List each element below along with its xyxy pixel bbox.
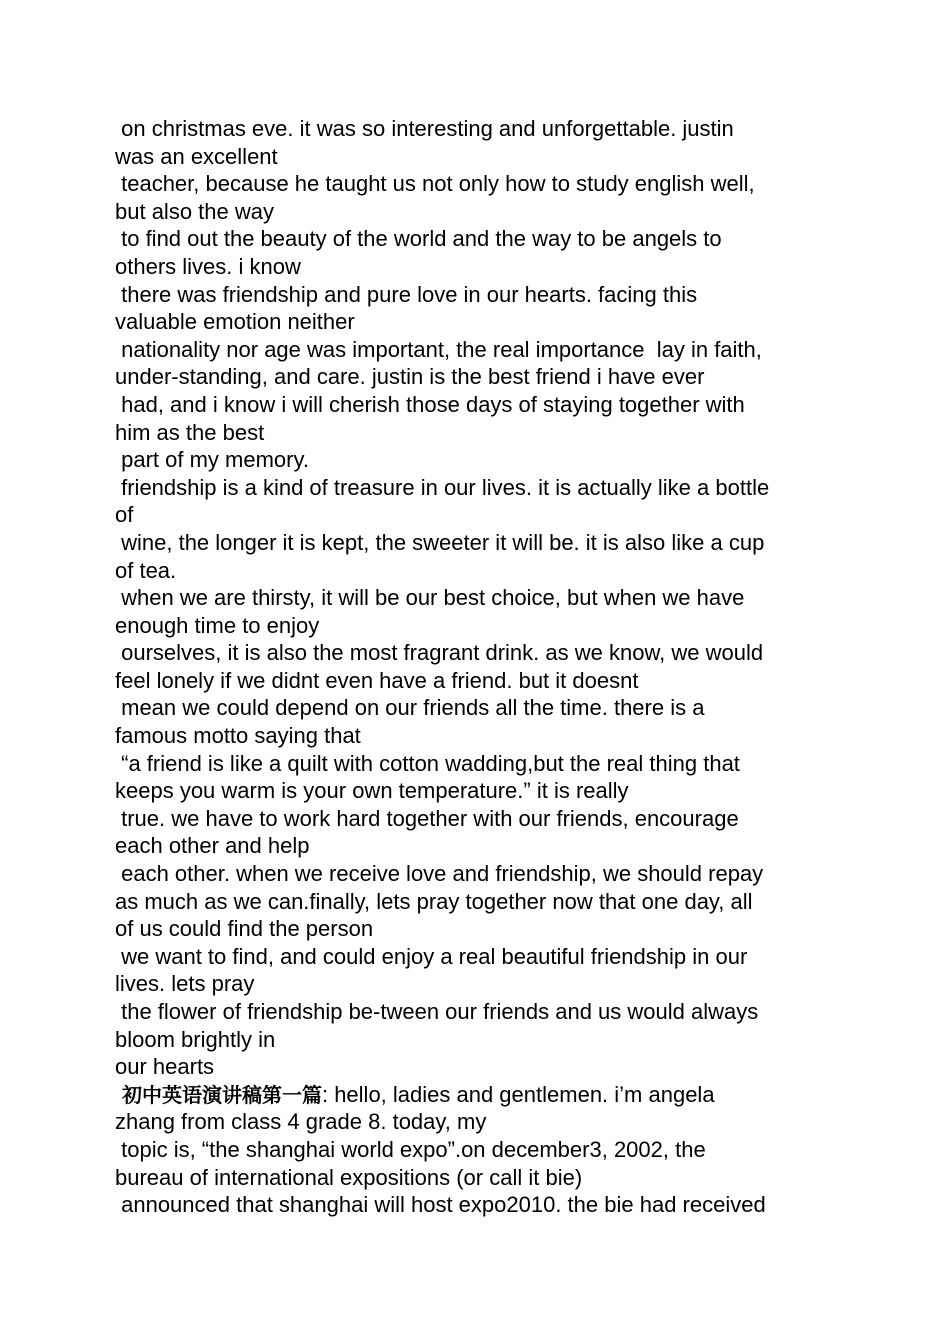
text-line: when we are thirsty, it will be our best choice, but when we have (115, 585, 745, 611)
text-line: under-standing, and care. justin is the best friend i have ever (115, 364, 705, 390)
text-line: of us could find the person (115, 916, 374, 942)
text-line: ourselves, it is also the most fragrant drink. as we know, we would (115, 640, 764, 666)
text-line: topic is, “the shanghai world expo”.on december3, 2002, the (115, 1136, 706, 1162)
text-line: each other. when we receive love and friendship, we should repay (115, 861, 764, 887)
text-line: part of my memory. (115, 447, 309, 473)
text-line: wine, the longer it is kept, the sweeter it will be. it is also like a cup (115, 529, 765, 555)
text-line: feel lonely if we didnt even have a friend. but it doesnt (115, 667, 639, 693)
text-line: him as the best (115, 419, 265, 445)
text-line: to find out the beauty of the world and the way to be angels to (115, 226, 722, 252)
text-line: bureau of international expositions (or call it bie) (115, 1164, 583, 1190)
text-line: “a friend is like a quilt with cotton wadding,but the real thing that (115, 750, 740, 776)
text-line: valuable emotion neither (115, 309, 355, 335)
text-line: others lives. i know (115, 253, 301, 279)
text-line: the flower of friendship be-tween our friends and us would always (115, 999, 759, 1024)
text-line: was an excellent (115, 143, 278, 169)
text-line: zhang from class 4 grade 8. today, my (115, 1109, 487, 1135)
text-line: each other and help (115, 833, 310, 859)
text-line: lives. lets pray (115, 971, 255, 997)
text-line: enough time to enjoy (115, 612, 320, 638)
text-line: on christmas eve. it was so interesting and unforgettable. justin (115, 116, 734, 141)
text-line: announced that shanghai will host expo2010. the bie had received (115, 1192, 766, 1218)
text-line: of (115, 502, 134, 528)
heading-continuation: : hello, ladies and gentlemen. i’m angela (321, 1081, 715, 1107)
chinese-heading: 初中英语演讲稿第一篇 (115, 1082, 322, 1107)
text-line: of tea. (115, 557, 177, 583)
text-line: teacher, because he taught us not only how to study english well, (115, 171, 755, 197)
text-line: had, and i know i will cherish those days of staying together with (115, 391, 745, 417)
text-line: bloom brightly in (115, 1026, 276, 1052)
heading-line (115, 1081, 835, 1109)
text-line: our hearts (115, 1054, 215, 1080)
document-body (115, 115, 835, 1219)
text-line: friendship is a kind of treasure in our lives. it is actually like a bottle (115, 474, 770, 500)
text-line: there was friendship and pure love in our hearts. facing this (115, 281, 698, 307)
text-line: keeps you warm is your own temperature.” it is really (115, 778, 629, 804)
text-line: as much as we can.finally, lets pray together now that one day, all (115, 888, 753, 914)
text-line: famous motto saying that (115, 723, 361, 749)
text-line: true. we have to work hard together with our friends, encourage (115, 805, 739, 831)
text-line: we want to find, and could enjoy a real beautiful friendship in our (115, 943, 748, 969)
text-line: nationality nor age was important, the real importance lay in faith, (115, 336, 762, 362)
text-line: mean we could depend on our friends all the time. there is a (115, 695, 705, 721)
text-line: but also the way (115, 198, 274, 224)
